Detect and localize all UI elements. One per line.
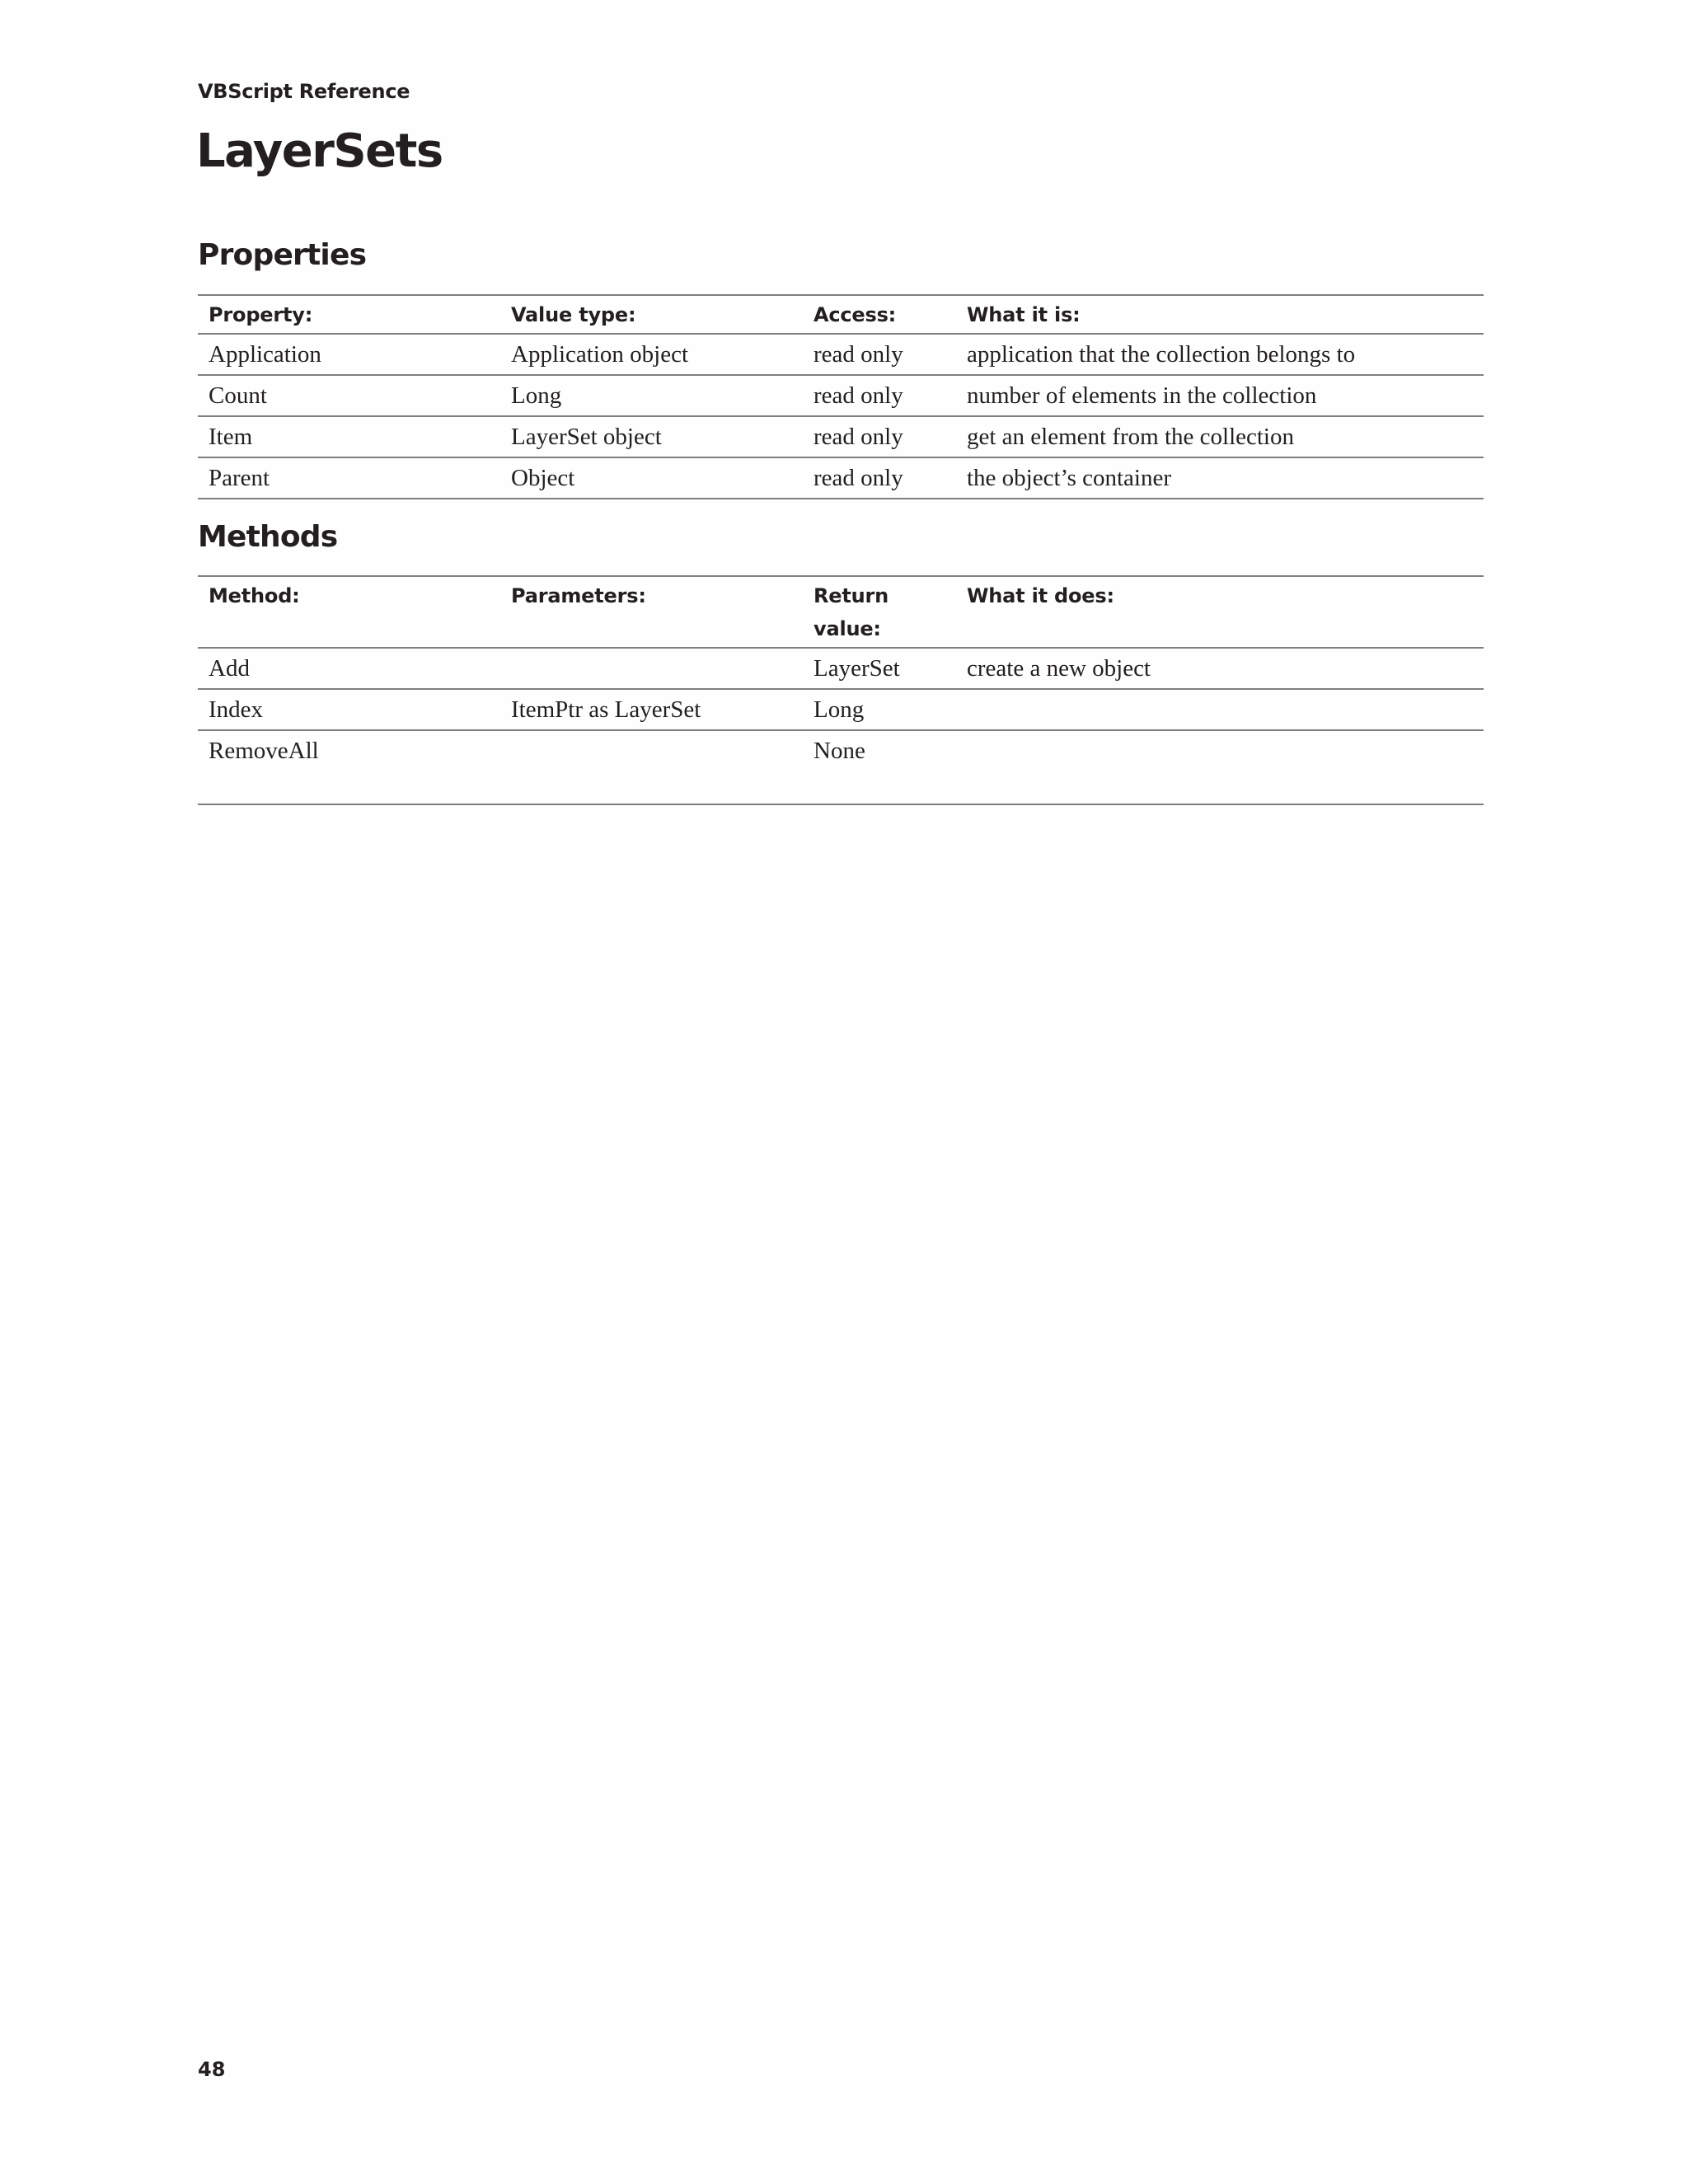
value-type: Object: [511, 465, 575, 491]
access: read only: [814, 341, 903, 368]
method-name: Index: [209, 696, 264, 723]
value-type: Application object: [511, 341, 689, 368]
description: create a new object: [967, 655, 1151, 682]
property-name: Application: [209, 341, 321, 368]
column-header-parameters: Parameters:: [511, 584, 646, 607]
description: number of elements in the collection: [967, 382, 1317, 409]
return-value: Long: [814, 696, 865, 723]
description: application that the collection belongs to: [967, 341, 1356, 368]
description: [956, 689, 1484, 730]
parameters: [500, 648, 803, 689]
value-type: Long: [511, 382, 562, 409]
parameters: [500, 730, 803, 804]
column-header-return-value: Return value:: [814, 584, 889, 640]
access: read only: [814, 424, 903, 450]
column-header-what-it-does: What it does:: [967, 584, 1114, 607]
return-value: None: [814, 738, 865, 764]
description: the object’s container: [967, 465, 1172, 491]
access: read only: [814, 382, 903, 409]
properties-heading: Properties: [198, 238, 367, 272]
column-header-what-it-is: What it is:: [967, 303, 1081, 326]
table-row: [198, 334, 1484, 375]
column-header-value-type: Value type:: [511, 303, 636, 326]
table-row: [198, 416, 1484, 457]
column-header-property: Property:: [209, 303, 313, 326]
methods-header-row: [198, 576, 1484, 648]
property-name: Item: [209, 424, 253, 450]
table-row: [198, 457, 1484, 499]
method-name: Add: [209, 655, 250, 682]
method-name: RemoveAll: [209, 738, 319, 764]
return-value: LayerSet: [814, 655, 900, 682]
property-name: Count: [209, 382, 267, 409]
page-title: LayerSets: [196, 124, 443, 178]
table-row: [198, 375, 1484, 416]
parameters: ItemPtr as LayerSet: [511, 696, 701, 723]
page-number: 48: [198, 2058, 226, 2081]
table-row: [198, 648, 1484, 689]
value-type: LayerSet object: [511, 424, 662, 450]
methods-heading: Methods: [198, 520, 338, 554]
running-head: VBScript Reference: [198, 80, 410, 103]
properties-header-row: [198, 295, 1484, 334]
table-row: [198, 730, 1484, 804]
properties-table: [198, 294, 1484, 499]
column-header-method: Method:: [209, 584, 300, 607]
column-header-access: Access:: [814, 303, 897, 326]
table-row: [198, 689, 1484, 730]
description: get an element from the collection: [967, 424, 1294, 450]
methods-table: [198, 575, 1484, 805]
access: read only: [814, 465, 903, 491]
property-name: Parent: [209, 465, 270, 491]
description: [956, 730, 1484, 804]
